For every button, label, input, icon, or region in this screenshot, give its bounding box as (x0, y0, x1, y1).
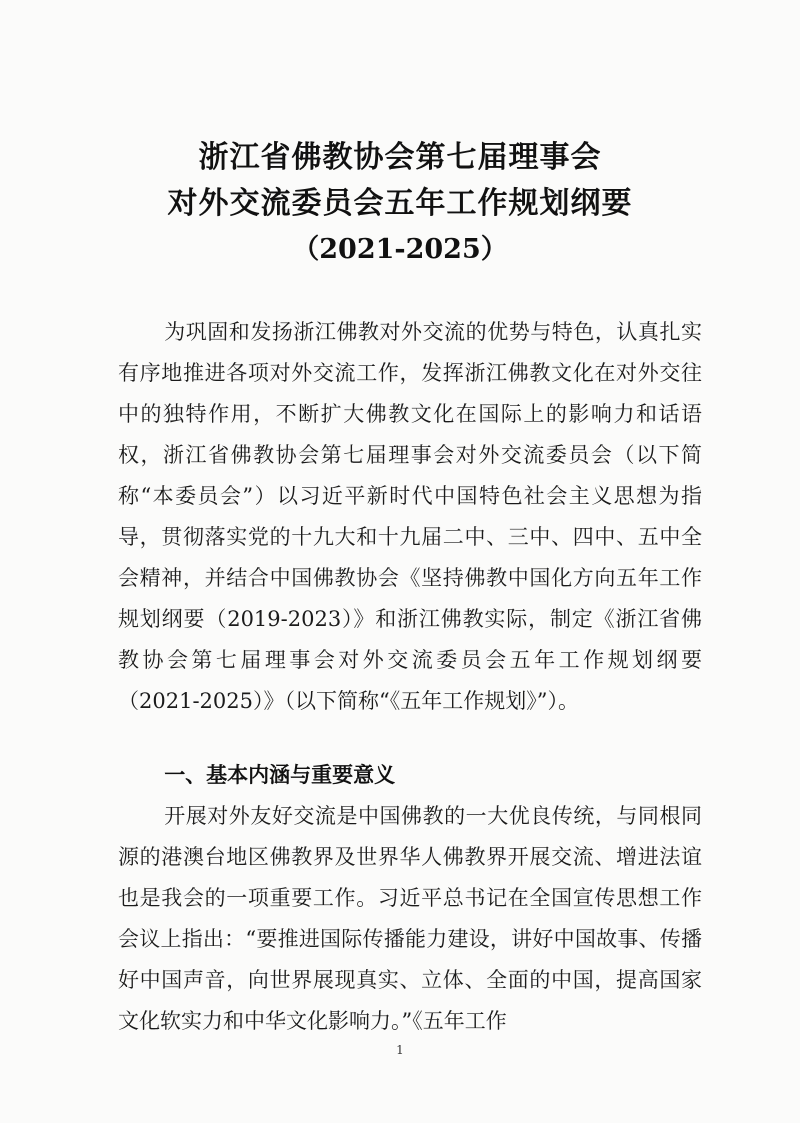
intro-paragraph: 为巩固和发扬浙江佛教对外交流的优势与特色，认真扎实有序地推进各项对外交流工作，发挥浙江佛教文化在对外交往中的独特作用，不断扩大佛教文化在国际上的影响力和话语权，浙江省佛教协会第七届理事会对外交流委员会（以下简称“本委员会”）以习近平新时代中国特色社会主义思想为指导，贯彻落实党的十九大和十九届二中、三中、四中、五中全会精神，并结合中国佛教协会《坚持佛教中国化方向五年工作规划纲要（2019-2023）》和浙江佛教实际，制定《浙江省佛教协会第七届理事会对外交流委员会五年工作规划纲要（2021-2025）》（以下简称“《五年工作规划》”）。 (118, 320, 702, 713)
title-line-1: 浙江省佛教协会第七届理事会 (198, 140, 602, 175)
page-number: 1 (396, 1043, 404, 1057)
title-line-2: 对外交流委员会五年工作规划纲要 (167, 186, 633, 221)
document-body (118, 312, 702, 1042)
title-years: （2021-2025） (292, 234, 508, 265)
section-paragraph: 开展对外友好交流是中国佛教的一大优良传统，与同根同源的港澳台地区佛教界及世界华人佛教界开展交流、增进法谊也是我会的一项重要工作。习近平总书记在全国宣传思想工作会议上指出：“要推进国际传播能力建设，讲好中国故事、传播好中国声音，向世界展现真实、立体、全面的中国，提高国家文化软实力和中华文化影响力。”《五年工作 (118, 804, 702, 1033)
section-heading: 一、基本内涵与重要意义 (164, 763, 396, 787)
document-title (0, 135, 800, 273)
